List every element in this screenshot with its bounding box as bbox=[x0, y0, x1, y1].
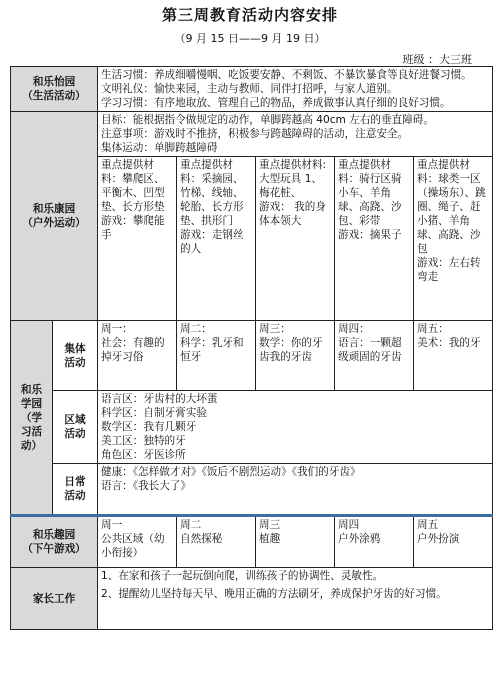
outdoor-materials: 重点提供材料：攀爬区、平衡木、凹型垫、长方形垫 bbox=[101, 159, 165, 213]
schedule-table bbox=[10, 66, 493, 630]
outdoor-day-cell bbox=[256, 157, 335, 321]
row-fun bbox=[11, 516, 493, 568]
learning-header-line: 和乐 bbox=[20, 383, 43, 396]
learning-header bbox=[11, 321, 53, 516]
outdoor-goal-line: 集体运动：单脚跨越障碍 bbox=[101, 142, 218, 154]
parents-content bbox=[98, 568, 493, 630]
page-title: 第三周教育活动内容安排 bbox=[161, 6, 338, 24]
outdoor-goal bbox=[98, 112, 493, 157]
group-day: 周五： bbox=[417, 323, 449, 335]
outdoor-game: 游戏：走钢丝的人 bbox=[180, 229, 244, 255]
parents-line: 2、提醒幼儿坚持每天早、晚用正确的方法刷牙，养成保护牙齿的好习惯。 bbox=[101, 588, 447, 600]
life-line: 文明礼仪：愉快来园，主动与教师、同伴打招呼，与家人道别。 bbox=[101, 83, 398, 95]
group-day-cell bbox=[414, 321, 493, 391]
group-topic: 美术：我的牙 bbox=[417, 337, 481, 349]
group-day: 周三： bbox=[259, 323, 291, 335]
outdoor-materials: 重点提供材料：球类一区（操场东）、跳圈、绳子、赶小猪、羊角球、高跷、沙包 bbox=[417, 159, 486, 255]
fun-game: 户外涂鸦 bbox=[338, 533, 381, 545]
fun-day-cell bbox=[335, 516, 414, 568]
fun-game: 户外扮演 bbox=[417, 533, 460, 545]
area-activity-list bbox=[98, 391, 493, 464]
group-day-cell bbox=[256, 321, 335, 391]
daily-item: 健康：《怎样做才对》《饭后不剧烈运动》《我们的牙齿》 bbox=[101, 466, 361, 478]
outdoor-game: 游戏： 我的身体本领大 bbox=[259, 201, 326, 227]
group-day-cell bbox=[98, 321, 177, 391]
outdoor-goal-line: 注意事项：游戏时不推挤，积极参与跨越障碍的活动，注意安全。 bbox=[101, 128, 409, 140]
group-topic: 数学：你的牙齿我的牙齿 bbox=[259, 337, 323, 363]
fun-day: 周一 bbox=[101, 519, 123, 531]
outdoor-header bbox=[11, 112, 98, 321]
daily-activity-label bbox=[53, 464, 98, 516]
fun-day-cell bbox=[98, 516, 177, 568]
life-line: 学习习惯：有序地取放、管理自己的物品，养成做事认真仔细的良好习惯。 bbox=[101, 97, 451, 109]
group-day-cell bbox=[335, 321, 414, 391]
daily-item: 语言：《我长大了》 bbox=[101, 480, 192, 492]
date-range: （9 月 15 日——9 月 19 日） bbox=[174, 32, 326, 45]
outdoor-day-cell bbox=[335, 157, 414, 321]
class-label: 班级 ：大三班 bbox=[402, 53, 472, 66]
daily-label-line: 日常 bbox=[64, 476, 86, 488]
parents-line: 1、在家和孩子一起玩倒向爬，训练孩子的协调性、灵敏性。 bbox=[101, 570, 384, 582]
row-learning-daily bbox=[11, 464, 493, 516]
row-life bbox=[11, 67, 493, 112]
fun-day: 周四 bbox=[338, 519, 360, 531]
outdoor-day-cell bbox=[98, 157, 177, 321]
fun-game: 自然探秘 bbox=[180, 533, 223, 545]
fun-day-cell bbox=[256, 516, 335, 568]
parents-header: 家长工作 bbox=[11, 568, 98, 630]
life-header-line-2: （生活活动） bbox=[22, 90, 86, 102]
outdoor-game: 游戏：摘果子 bbox=[338, 229, 402, 241]
group-day: 周四： bbox=[338, 323, 370, 335]
group-day: 周一： bbox=[101, 323, 133, 335]
area-item: 数学区：我有几颗牙 bbox=[101, 421, 197, 433]
fun-game: 公共区域（幼小衔接） bbox=[101, 533, 165, 559]
group-label-line: 活动 bbox=[64, 356, 86, 369]
outdoor-goal-line: 目标：能根据指令做规定的动作，单脚跨越高 40cm 左右的垂直障碍。 bbox=[101, 114, 434, 126]
fun-day-cell bbox=[177, 516, 256, 568]
row-parents bbox=[11, 568, 493, 630]
area-item: 角色区：牙医诊所 bbox=[101, 449, 186, 461]
group-topic: 社会：有趣的掉牙习俗 bbox=[101, 337, 165, 363]
fun-day-cell bbox=[414, 516, 493, 568]
outdoor-game: 游戏：攀爬能手 bbox=[101, 215, 165, 241]
fun-game: 植趣 bbox=[259, 533, 281, 545]
learning-header-line: 学园 bbox=[20, 397, 43, 410]
group-topic: 语言：一颗超级顽固的牙齿 bbox=[338, 337, 402, 363]
group-day-cell bbox=[177, 321, 256, 391]
learning-header-line: 动） bbox=[20, 439, 43, 452]
learning-header-line: （学 bbox=[20, 411, 43, 424]
outdoor-header-line-2: （户外运动） bbox=[22, 217, 86, 229]
outdoor-day-cell bbox=[414, 157, 493, 321]
group-label-line: 集体 bbox=[64, 342, 86, 355]
fun-day: 周五 bbox=[417, 519, 439, 531]
area-item: 语言区：牙齿村的大坏蛋 bbox=[101, 393, 218, 405]
life-content bbox=[98, 67, 493, 112]
area-item: 科学区：自制牙膏实验 bbox=[101, 407, 207, 419]
life-header-line-1: 和乐怡园 bbox=[32, 76, 76, 88]
outdoor-materials: 重点提供材料：采摘园、竹梯、线轴、轮胎、长方形垫、拱形门 bbox=[180, 159, 244, 227]
area-activity-label bbox=[53, 391, 98, 464]
outdoor-header-line-1: 和乐康园 bbox=[32, 203, 76, 215]
life-header bbox=[11, 67, 98, 112]
area-label-line: 区域 bbox=[64, 414, 86, 426]
fun-header bbox=[11, 516, 98, 568]
row-learning-group bbox=[11, 321, 493, 391]
outdoor-day-cell bbox=[177, 157, 256, 321]
fun-day: 周二 bbox=[180, 519, 202, 531]
fun-header-line-1: 和乐趣园 bbox=[32, 529, 76, 541]
row-learning-areas bbox=[11, 391, 493, 464]
daily-label-line: 活动 bbox=[64, 490, 86, 502]
row-outdoor-goal bbox=[11, 112, 493, 157]
group-activity-label bbox=[53, 321, 98, 391]
outdoor-materials: 重点提供材料：骑行区骑小车、羊角球、高跷、沙包、彩带 bbox=[338, 159, 402, 227]
outdoor-game: 游戏：左右转弯走 bbox=[417, 257, 481, 283]
area-item: 美工区：独特的牙 bbox=[101, 435, 186, 447]
group-day: 周二： bbox=[180, 323, 212, 335]
life-line: 生活习惯：养成细嚼慢咽、吃饭要安静、不剩饭、不暴饮暴食等良好进餐习惯。 bbox=[101, 69, 472, 81]
outdoor-materials: 重点提供材料:大型玩具 1、梅花桩、 bbox=[259, 159, 327, 199]
group-topic: 科学：乳牙和恒牙 bbox=[180, 337, 244, 363]
area-label-line: 活动 bbox=[64, 428, 86, 440]
fun-day: 周三 bbox=[259, 519, 281, 531]
daily-activity-list bbox=[98, 464, 493, 516]
learning-header-line: 习活 bbox=[20, 425, 43, 438]
fun-header-line-2: （下午游戏） bbox=[22, 543, 86, 555]
